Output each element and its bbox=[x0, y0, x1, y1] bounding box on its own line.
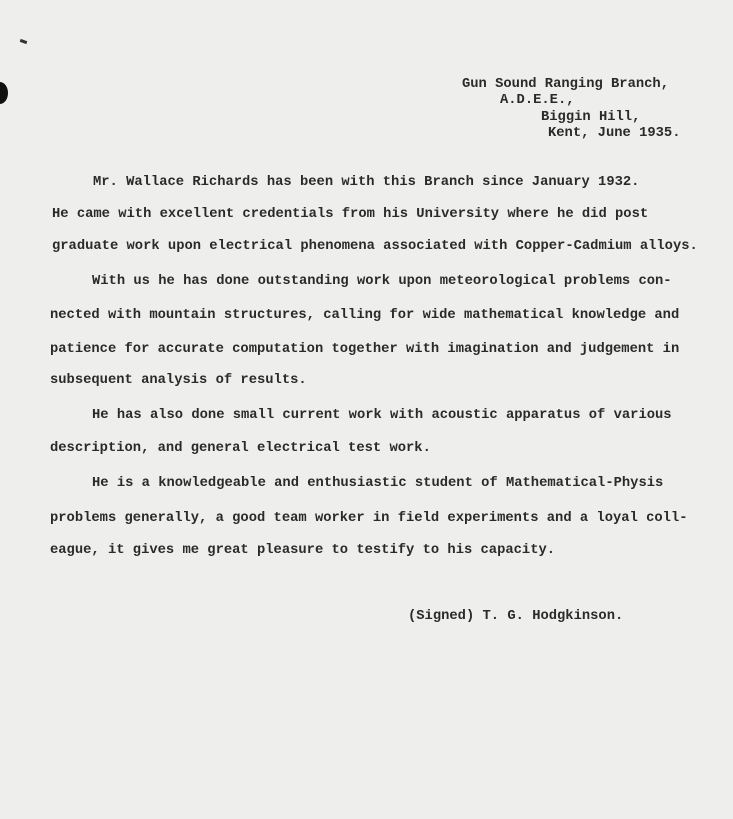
body-line: patience for accurate computation together with imagination and judgement in bbox=[50, 342, 680, 357]
body-line: He came with excellent credentials from his University where he did post bbox=[52, 207, 649, 222]
body-line: He has also done small current work with acoustic apparatus of various bbox=[92, 408, 672, 423]
punch-hole bbox=[0, 82, 8, 104]
address-line: A.D.E.E., bbox=[500, 93, 575, 108]
address-line: Biggin Hill, bbox=[541, 110, 641, 125]
body-line: nected with mountain structures, calling for wide mathematical knowledge and bbox=[50, 308, 680, 323]
body-line: problems generally, a good team worker in field experiments and a loyal coll- bbox=[50, 511, 688, 526]
body-line: Mr. Wallace Richards has been with this Branch since January 1932. bbox=[93, 175, 640, 190]
address-date-line: Kent, June 1935. bbox=[548, 126, 681, 141]
body-line: graduate work upon electrical phenomena associated with Copper-Cadmium alloys. bbox=[52, 239, 698, 254]
address-line: Gun Sound Ranging Branch, bbox=[462, 77, 669, 92]
paper-mark bbox=[20, 39, 28, 44]
signature-line: (Signed) T. G. Hodgkinson. bbox=[408, 609, 624, 624]
body-line: He is a knowledgeable and enthusiastic student of Mathematical-Physis bbox=[92, 476, 664, 491]
body-line: With us he has done outstanding work upon meteorological problems con- bbox=[92, 274, 672, 289]
body-line: eague, it gives me great pleasure to testify to his capacity. bbox=[50, 543, 556, 558]
body-line: description, and general electrical test work. bbox=[50, 441, 431, 456]
body-line: subsequent analysis of results. bbox=[50, 373, 307, 388]
